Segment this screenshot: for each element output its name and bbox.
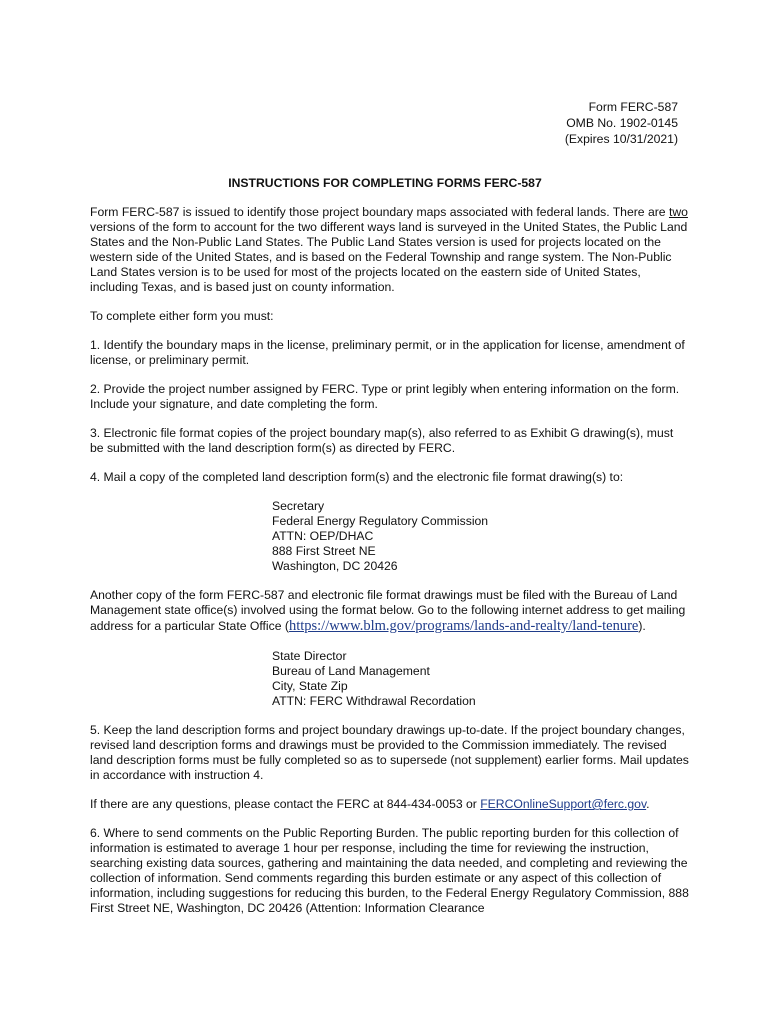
step-6: 6. Where to send comments on the Public Reporting Burden. The public reporting burden for this collection of information is estimated to average 1 hour per response, including the time for reviewing the instruction, searching existing data sources, gathering and maintaining the data needed, and completing and reviewing the collection of information. Send comments regarding this burden estimate or any aspect of this collection of information, including suggestions for reducing this burden, to the Federal Energy Regulatory Commission, 888 First Street NE, Washington, DC 20426 (Attention: Information Clearance (90, 826, 689, 915)
address-line: Washington, DC 20426 (272, 559, 398, 573)
contact-text-end: . (646, 797, 650, 811)
omb-number: OMB No. 1902-0145 (566, 116, 678, 130)
instructions-body (90, 205, 690, 930)
address-line: State Director (272, 649, 347, 663)
step-2: 2. Provide the project number assigned by FERC. Type or print legibly when entering information on the form. Include your signature, and date completing the form. (90, 382, 680, 411)
address-line: Secretary (272, 499, 325, 513)
page-title: INSTRUCTIONS FOR COMPLETING FORMS FERC-587 (228, 176, 542, 190)
step-1: 1. Identify the boundary maps in the license, preliminary permit, or in the application for license, amendment of license, or preliminary permit. (90, 338, 685, 367)
blm-text-start: Another copy of the form FERC-587 and electronic file format drawings must be filed with the Bureau of Land Management state office(s) involved using the format below. Go to the following internet address to get mailing address for a particular State Office ( (90, 588, 686, 633)
address-line: City, State Zip (272, 679, 348, 693)
step-3: 3. Electronic file format copies of the project boundary map(s), also referred to as Exhibit G drawing(s), must be submitted with the land description form(s) as directed by FERC. (90, 426, 674, 455)
state-director-address (272, 649, 690, 709)
contact-text: If there are any questions, please contact the FERC at 844-434-0053 or (90, 797, 481, 811)
intro-text-end: versions of the form to account for the two different ways land is surveyed in the United States, the Public Land States and the Non-Public Land States. The Public Land States version is used for projects located on the western side of the United States, and is based on the Federal Township and range system. The Non-Public Land States version is to be used for most of the projects located on the eastern side of United States, including Texas, and is based just on county information. (90, 220, 688, 294)
support-email-link[interactable]: FERCOnlineSupport@ferc.gov (480, 797, 647, 811)
step-5: 5. Keep the land description forms and project boundary drawings up-to-date. If the project boundary changes, revised land description forms and drawings must be provided to the Commission immediately. The revised land description forms must be fully completed so as to supersede (not supplement) earlier forms. Mail updates in accordance with instruction 4. (90, 723, 689, 782)
blm-link[interactable]: https://www.blm.gov/programs/lands-and-realty/land-tenure (288, 618, 639, 634)
intro-text-start: Form FERC-587 is issued to identify those project boundary maps associated with federal lands. There are (90, 205, 669, 219)
form-number: Form FERC-587 (588, 100, 678, 114)
address-line: 888 First Street NE (272, 544, 376, 558)
expiration-date: (Expires 10/31/2021) (564, 132, 678, 146)
intro-underlined-word: two (668, 205, 688, 219)
lead-paragraph: To complete either form you must: (90, 309, 274, 323)
blm-paragraph (90, 588, 690, 635)
step-4: 4. Mail a copy of the completed land description form(s) and the electronic file format drawing(s) to: (90, 470, 624, 484)
address-line: ATTN: OEP/DHAC (272, 529, 374, 543)
form-header (565, 99, 678, 147)
intro-paragraph (90, 205, 690, 295)
secretary-address (272, 499, 690, 574)
address-line: Federal Energy Regulatory Commission (272, 514, 489, 528)
blm-text-end: ). (638, 619, 646, 633)
address-line: ATTN: FERC Withdrawal Recordation (272, 694, 476, 708)
address-line: Bureau of Land Management (272, 664, 430, 678)
contact-paragraph (90, 797, 690, 812)
